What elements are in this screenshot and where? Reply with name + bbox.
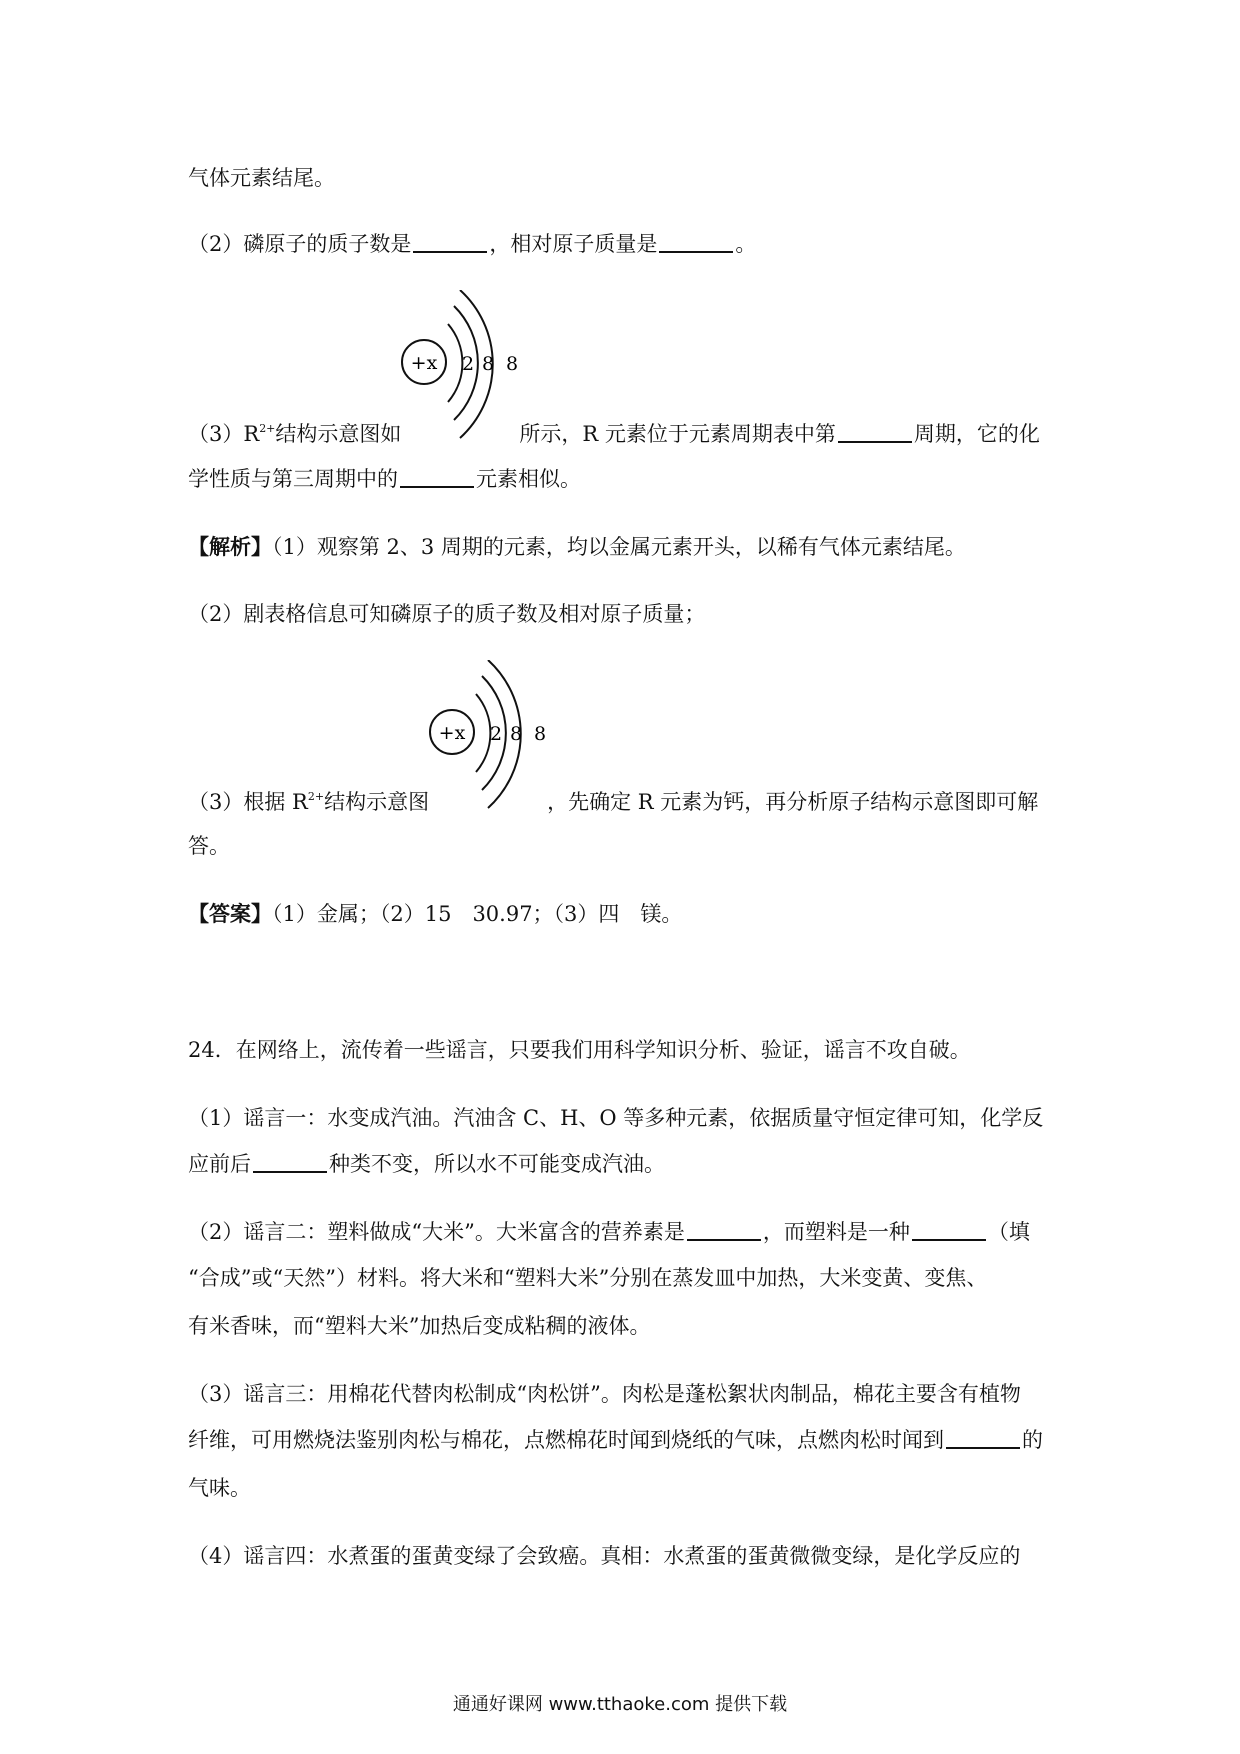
analysis-line <box>188 788 1038 816</box>
nucleus-charge: +x <box>438 722 466 744</box>
question-line <box>188 1474 251 1502</box>
question-line <box>188 1104 1043 1132</box>
text: （2）磷原子的质子数是 <box>188 232 412 256</box>
shell-count: 8 <box>534 723 547 745</box>
answer-line <box>188 900 682 928</box>
text: 结构示意图如 <box>275 422 402 446</box>
shell-count: 8 <box>510 723 523 745</box>
text: 。 <box>735 232 757 256</box>
text-line <box>188 164 335 192</box>
text: 答。 <box>188 834 230 858</box>
text-line <box>188 832 230 860</box>
answer-blank <box>687 1219 761 1241</box>
answer-blank <box>946 1427 1020 1449</box>
question-line <box>188 1380 1021 1408</box>
text: 结构示意图 <box>324 790 430 814</box>
question-line <box>188 1218 1030 1246</box>
text: 气体元素结尾。 <box>188 166 335 190</box>
text: （2）剧表格信息可知磷原子的质子数及相对原子质量； <box>188 602 706 626</box>
text: 种类不变，所以水不可能变成汽油。 <box>329 1152 665 1176</box>
shell-count: 8 <box>482 353 495 375</box>
text: ，先确定 R 元素为钙，再分析原子结构示意图即可解 <box>547 790 1039 814</box>
question-line <box>188 465 581 493</box>
question-line <box>188 420 1040 448</box>
question-line <box>188 230 756 258</box>
shell-count: 8 <box>506 353 519 375</box>
question-line <box>188 1150 665 1178</box>
text: 气味。 <box>188 1476 251 1500</box>
text: （1）谣言一：水变成汽油。汽油含 C、H、O 等多种元素，依据质量守恒定律可知，化学反 <box>188 1106 1044 1130</box>
answer-blank <box>253 1151 327 1173</box>
text: （1）观察第 2、3 周期的元素，均以金属元素开头，以稀有气体元素结尾。 <box>272 535 966 559</box>
analysis-tag: 【解析】 <box>188 534 272 559</box>
shell-count: 2 <box>462 353 475 375</box>
page-footer: 通通好课网 www.tthaoke.com 提供下载 <box>452 1694 788 1715</box>
nucleus-charge: +x <box>410 352 438 374</box>
superscript: 2+ <box>259 422 276 435</box>
text: 纤维，可用燃烧法鉴别肉松与棉花，点燃棉花时闻到烧纸的气味，点燃肉松时闻到 <box>188 1428 944 1452</box>
text: （3）谣言三：用棉花代替肉松制成“肉松饼”。肉松是蓬松絮状肉制品，棉花主要含有植物 <box>188 1382 1021 1406</box>
text: 学性质与第三周期中的 <box>188 467 398 491</box>
text: ，相对原子质量是 <box>489 232 658 256</box>
text: （3）R <box>188 422 260 446</box>
text: （1）金属；（2）15 30.97；（3）四 镁。 <box>272 902 683 926</box>
text: 有米香味，而“塑料大米”加热后变成粘稠的液体。 <box>188 1314 651 1338</box>
answer-tag: 【答案】 <box>188 901 272 926</box>
text: （填 <box>987 1220 1030 1244</box>
answer-blank <box>659 231 733 253</box>
question-line <box>188 1312 650 1340</box>
question-line <box>188 1264 987 1292</box>
question-line <box>188 1542 1020 1570</box>
electron-shell-arc <box>476 694 490 772</box>
answer-blank <box>400 466 474 488</box>
superscript: 2+ <box>307 790 325 803</box>
text: （3）根据 R <box>188 790 308 814</box>
text: “合成”或“天然”）材料。将大米和“塑料大米”分别在蒸发皿中加热，大米变黄、变焦、 <box>188 1266 988 1290</box>
shell-count: 2 <box>490 723 503 745</box>
text-line <box>188 600 705 628</box>
text: （4）谣言四：水煮蛋的蛋黄变绿了会致癌。真相：水煮蛋的蛋黄微微变绿，是化学反应的 <box>188 1544 1021 1568</box>
question-title <box>188 1036 971 1064</box>
text: 所示，R 元素位于元素周期表中第 <box>519 422 836 446</box>
text: 应前后 <box>188 1152 251 1176</box>
answer-blank <box>912 1219 986 1241</box>
question-line <box>188 1426 1043 1454</box>
text: ，而塑料是一种 <box>762 1220 910 1244</box>
answer-blank <box>413 231 487 253</box>
text: 24．在网络上，流传着一些谣言，只要我们用科学知识分析、验证，谣言不攻自破。 <box>188 1038 971 1062</box>
atom-structure-diagram <box>396 290 536 440</box>
text: 周期，它的化 <box>913 422 1040 446</box>
text: 的 <box>1022 1428 1043 1452</box>
text: 元素相似。 <box>476 467 581 491</box>
analysis-line <box>188 533 966 561</box>
text: （2）谣言二：塑料做成“大米”。大米富含的营养素是 <box>188 1220 685 1244</box>
answer-blank <box>838 421 912 443</box>
electron-shell-arc <box>448 324 462 402</box>
